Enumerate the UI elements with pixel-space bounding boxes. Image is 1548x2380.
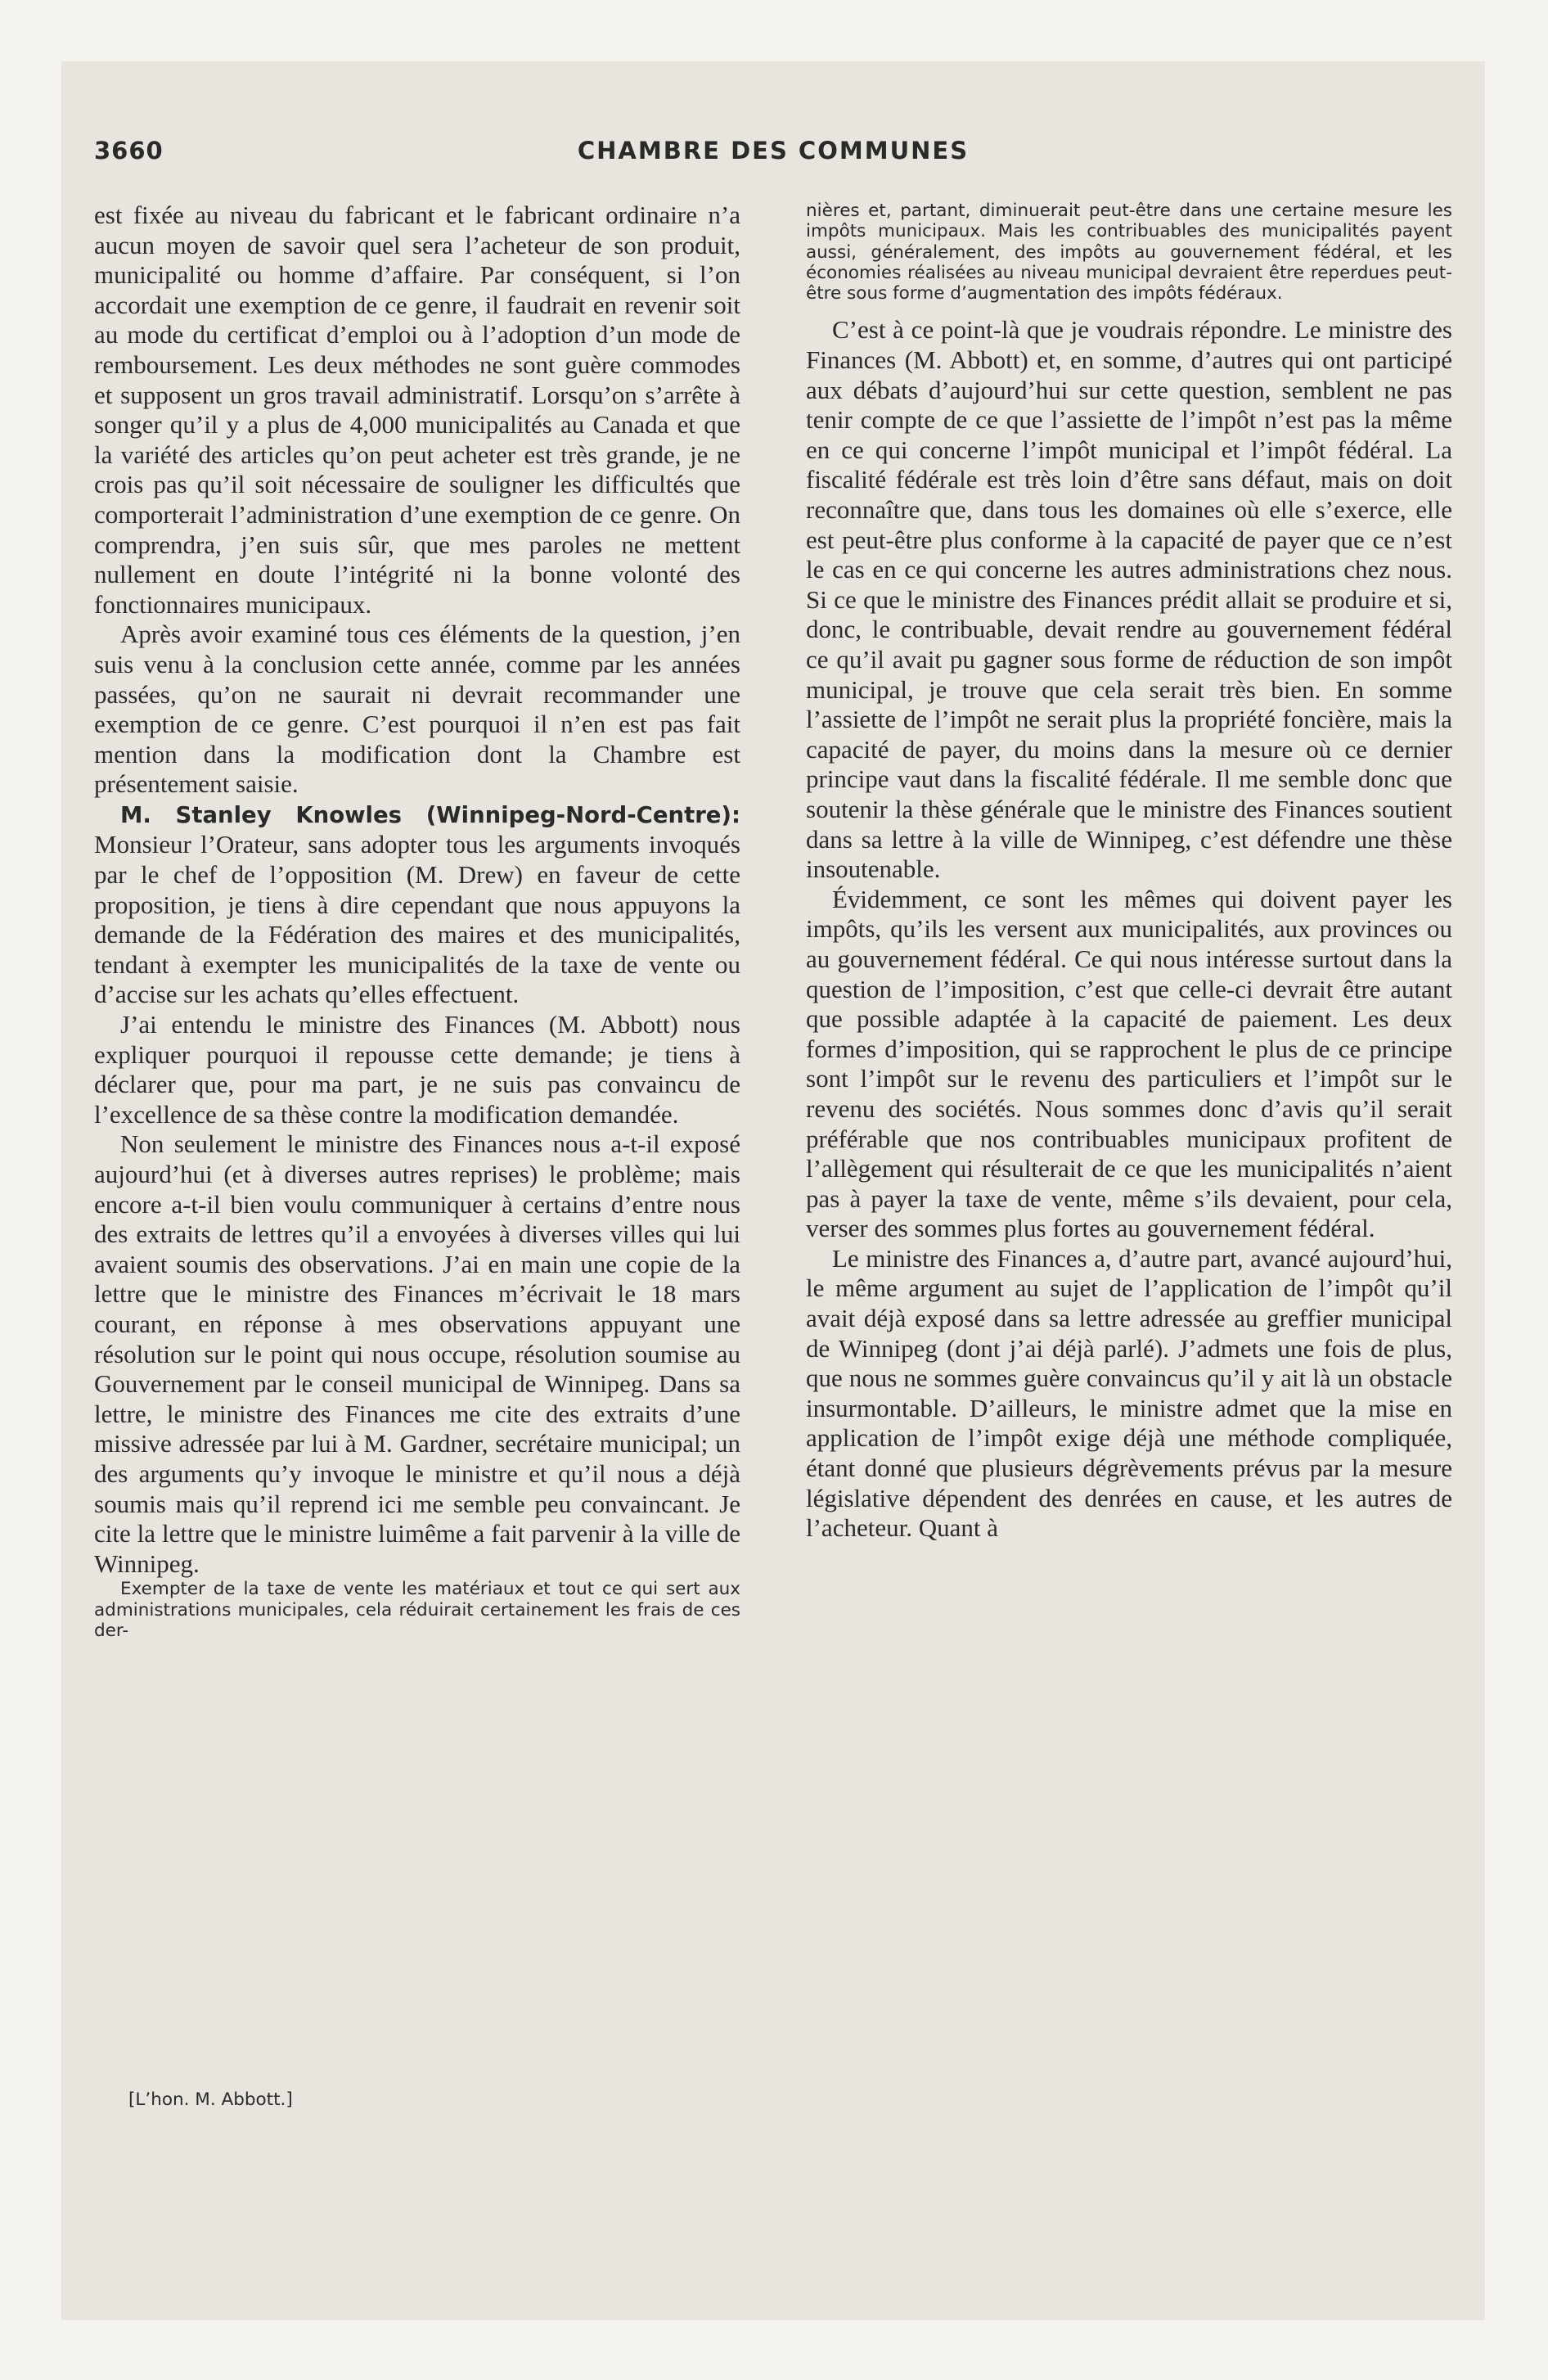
right-column (806, 201, 1452, 1544)
paragraph: J’ai entendu le ministre des Finances (M. Abbott) nous expliquer pourquoi il repousse cette demande; je tiens à déclarer que, pour ma part, je ne suis pas convaincu de l’excellence de sa thèse contre la modification demandée. (94, 1010, 740, 1129)
left-column (94, 201, 740, 1641)
paragraph: Le ministre des Finances a, d’autre part, avancé aujourd’hui, le même argument au sujet de l’application de l’impôt qu’il avait déjà exposé dans sa lettre adressée au greffier municipal de Winnipeg (dont j’ai déjà parlé). J’admets une fois de plus, que nous ne sommes guère convaincus qu’il y ait là un obstacle insurmontable. D’ailleurs, le ministre admet que la mise en application de l’impôt exige déjà une méthode compliquée, étant donné que plusieurs dégrèvements prévus par la mesure législative dépendent des denrées en cause, et les autres de l’acheteur. Quant à (806, 1243, 1452, 1543)
paragraph: Non seulement le ministre des Finances nous a-t-il exposé aujourd’hui (et à diverses autres reprises) le problème; mais encore a-t-il bien voulu communiquer à certains d’entre nous des extraits de lettres qu’il a envoyées à diverses villes qui lui avaient soumis des observations. J’ai en main une copie de la lettre que le ministre des Finances m’écrivait le 18 mars courant, en réponse à mes observations appuyant une résolution sur le point qui nous occupe, résolution soumise au Gouvernement par le conseil municipal de Winnipeg. Dans sa lettre, le ministre des Finances me cite des extraits d’une missive adressée par lui à M. Gardner, secrétaire municipal; un des arguments qu’y invoque le ministre et qu’il nous a déjà soumis mais qu’il reprend ici me semble peu convaincant. Je cite la lettre que le ministre luimême a fait parvenir à la ville de Winnipeg. (94, 1129, 740, 1578)
speech-paragraph (94, 800, 740, 1010)
running-title: CHAMBRE DES COMMUNES (577, 137, 970, 165)
page-scan (61, 61, 1485, 2320)
speaker-attribution: [L’hon. M. Abbott.] (128, 2089, 293, 2110)
paragraph: Après avoir examiné tous ces éléments de la question, j’en suis venu à la conclusion cette année, comme par les années passées, qu’on ne saurait ni devrait recommander une exemption de ce genre. C’est pourquoi il n’en est pas fait mention dans la modification dont la Chambre est présentement saisie. (94, 620, 740, 799)
quoted-letter: Exempter de la taxe de vente les matériaux et tout ce qui sert aux administrations municipales, cela réduirait certainement les frais de ces der- (94, 1579, 740, 1641)
paragraph: C’est à ce point-là que je voudrais répondre. Le ministre des Finances (M. Abbott) et, en somme, d’autres qui ont participé aux débats d’aujourd’hui sur cette question, semblent ne pas tenir compte de ce que l’assiette de l’impôt n’est pas la même en ce qui concerne l’impôt municipal et l’impôt fédéral. La fiscalité fédérale est très loin d’être sans défaut, mais on doit reconnaître que, dans tous les domaines où elle s’exerce, elle est peut-être plus conforme à la capacité de payer que ce n’est le cas en ce qui concerne les autres administrations chez nous. Si ce que le ministre des Finances prédit allait se produire et si, donc, le contribuable, devait rendre au gouvernement fédéral ce qu’il avait pu gagner sous forme de réduction de son impôt municipal, je trouve que cela serait très bien. En somme l’assiette de l’impôt ne serait plus la propriété foncière, mais la capacité de payer, du moins dans la mesure où ce dernier principe vaut dans la fiscalité fédérale. Il me semble donc que soutenir la thèse générale que le ministre des Finances soutient dans sa lettre à la ville de Winnipeg, c’est défendre une thèse insoutenable. (806, 315, 1452, 884)
paragraph: Évidemment, ce sont les mêmes qui doivent payer les impôts, qu’ils les versent aux municipalités, aux provinces ou au gouvernement fédéral. Ce qui nous intéresse surtout dans la question de l’imposition, c’est que celle-ci devrait être autant que possible adaptée à la capacité de paiement. Les deux formes d’imposition, qui se rapprochent le plus de ce principe sont l’impôt sur le revenu des particuliers et l’impôt sur le revenu des sociétés. Nous sommes donc d’avis qu’il serait préférable que nos contribuables municipaux profitent de l’allègement qui résulterait de ce que les municipalités n’aient pas à payer la taxe de vente, même s’ils devaient, pour cela, verser des sommes plus fortes au gouvernement fédéral. (806, 884, 1452, 1243)
speaker-name: M. Stanley Knowles (Winnipeg-Nord-Centre): (120, 801, 740, 828)
paragraph: est fixée au niveau du fabricant et le fabricant ordinaire n’a aucun moyen de savoir quel sera l’acheteur de son produit, municipalité ou homme d’affaire. Par conséquent, si l’on accordait une exemption de ce genre, il faudrait en revenir soit au mode du certificat d’emploi ou à l’adoption d’un mode de remboursement. Les deux méthodes ne sont guère commodes et supposent un gros travail administratif. Lorsqu’on s’arrête à songer qu’il y a plus de 4,000 municipalités au Canada et que la variété des articles qu’on peut acheter est très grande, je ne crois pas qu’il soit nécessaire de souligner les difficultés que comporterait l’administration d’une exemption de ce genre. On comprendra, j’en suis sûr, que mes paroles ne mettent nullement en doute l’intégrité ni la bonne volonté des fonctionnaires municipaux. (94, 201, 740, 619)
quoted-letter-continued: nières et, partant, diminuerait peut-être dans une certaine mesure les impôts municipaux. Mais les contribuables des municipalités payent aussi, généralement, des impôts au gouvernement fédéral, et les économies réalisées au niveau municipal devraient être reperdues peut-être sous forme d’augmentation des impôts fédéraux. (806, 201, 1452, 304)
page-number: 3660 (94, 137, 164, 165)
speech-text: Monsieur l’Orateur, sans adopter tous les arguments invoqués par le chef de l’opposition (M. Drew) en faveur de cette proposition, je tiens à dire cependant que nous appuyons la demande de la Fédération des maires et des municipalités, tendant à exempter les municipalités de la taxe de vente ou d’accise sur les achats qu’elles effectuent. (94, 830, 740, 1009)
page-header (94, 137, 1452, 178)
